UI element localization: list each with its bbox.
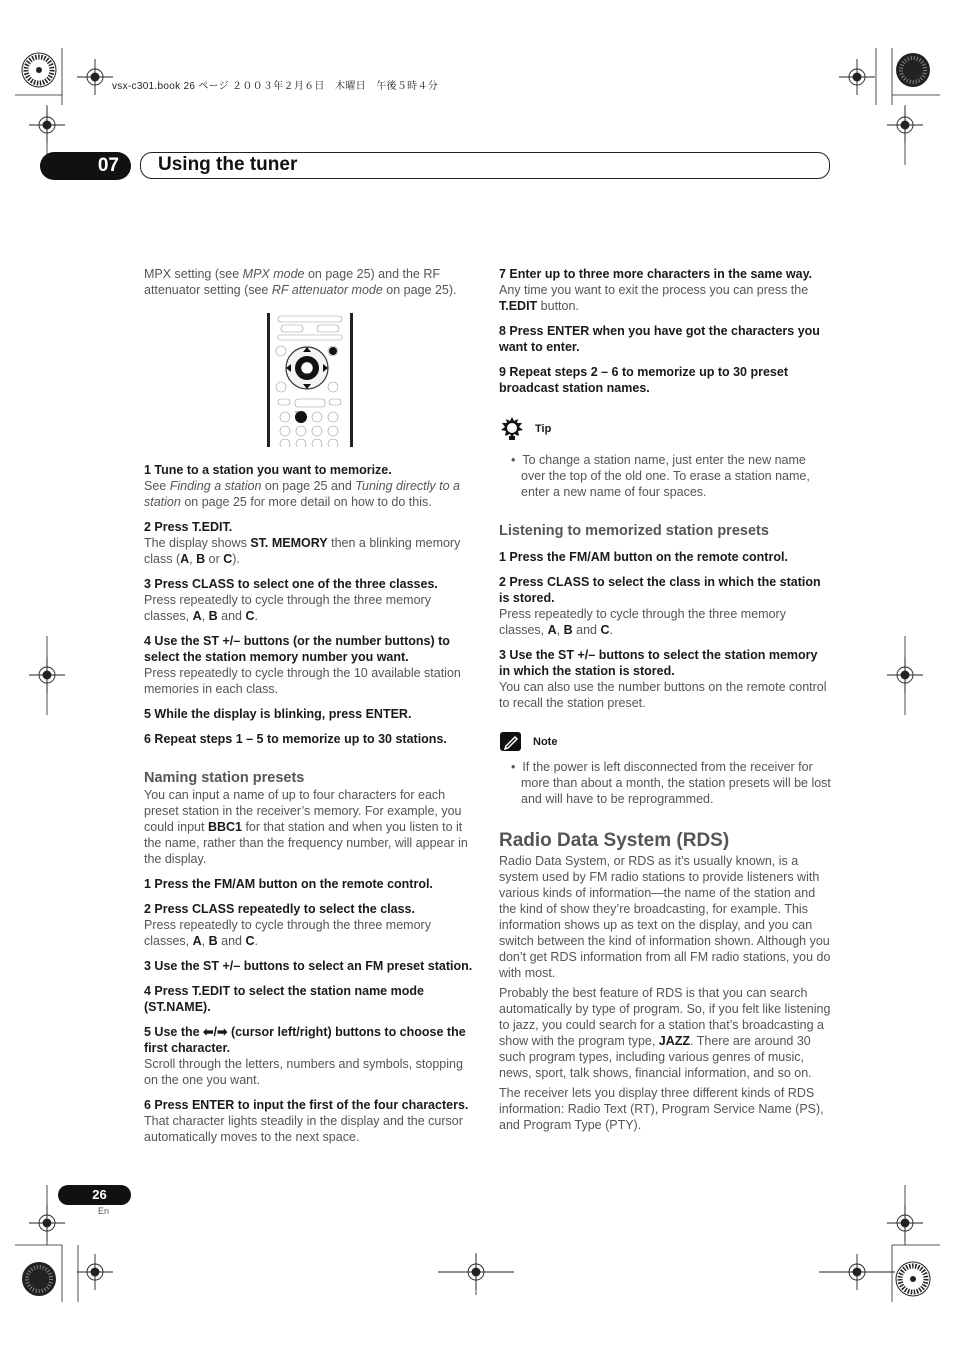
remote-enter-label: ENTER (299, 372, 310, 376)
print-file-line: vsx-c301.book 26 ページ ２００３年２月６日 木曜日 午後５時４分 (112, 81, 439, 92)
naming-step-1-title: 1 Press the FM/AM button on the remote control. (144, 877, 433, 891)
left-column (144, 266, 476, 1145)
chapter-title: Using the tuner (158, 154, 298, 175)
tip-bullet: • To change a station name, just enter the new name over the top of the old one. To erase a station name, enter a new name of four spaces. (511, 453, 810, 499)
naming-step-8-title: 8 Press ENTER when you have got the characters you want to enter. (499, 324, 820, 354)
page-language: En (98, 1206, 110, 1216)
rds-paragraph-3: The receiver lets you display three different kinds of RDS information: Radio Text (RT), Program Service Name (PS), and Program Type (PTY). (499, 1086, 824, 1132)
step-1-body: See Finding a station on page 25 and Tuning directly to a station on page 25 for more detail on how to do this. (144, 479, 460, 509)
step-3-body: Press repeatedly to cycle through the three memory classes, A, B and C. (144, 593, 431, 623)
listening-heading: Listening to memorized station presets (499, 523, 769, 539)
remote-control-illustration (267, 313, 353, 447)
naming-step-3-title: 3 Use the ST +/– buttons to select an FM preset station. (144, 959, 473, 973)
step-2-title: 2 Press T.EDIT. (144, 520, 233, 534)
naming-step-4-title: 4 Press T.EDIT to select the station name mode (ST.NAME). (144, 984, 424, 1014)
remote-class-label: CLASS (295, 410, 305, 414)
note-header (499, 731, 831, 753)
note-label: Note (533, 736, 558, 748)
listening-step-3-title: 3 Use the ST +/– buttons to select the station memory in which the station is stored. (499, 648, 818, 678)
note-bullet: • If the power is left disconnected from the receiver for more than about a month, the station presets will be lost and will have to be reprogrammed. (511, 760, 831, 806)
naming-step-2-title: 2 Press CLASS repeatedly to select the class. (144, 902, 415, 916)
right-column (499, 266, 831, 1133)
remote-control-icon (267, 313, 353, 447)
pencil-note-icon (499, 731, 523, 753)
naming-step-9-title: 9 Repeat steps 2 – 6 to memorize up to 30 preset broadcast station names. (499, 365, 788, 395)
step-2-body: The display shows ST. MEMORY then a blinking memory class (A, B or C). (144, 536, 461, 566)
naming-step-6-title: 6 Press ENTER to input the first of the four characters. (144, 1098, 469, 1112)
page-number-badge: 26 (58, 1185, 131, 1205)
naming-step-6-body: That character lights steadily in the display and the cursor automatically moves to the next space. (144, 1114, 463, 1144)
naming-heading: Naming station presets (144, 770, 305, 786)
step-1-title: 1 Tune to a station you want to memorize. (144, 463, 392, 477)
naming-step-5-body: Scroll through the letters, numbers and symbols, stopping on the one you want. (144, 1057, 463, 1087)
tip-label: Tip (535, 423, 552, 435)
listening-step-1-title: 1 Press the FM/AM button on the remote control. (499, 550, 788, 564)
naming-step-2-body: Press repeatedly to cycle through the three memory classes, A, B and C. (144, 918, 431, 948)
step-4-body: Press repeatedly to cycle through the 10 available station memories in each class. (144, 666, 461, 696)
naming-body: You can input a name of up to four characters for each preset station in the receiver’s memory. For example, you could input BBC1 for that station and when you listen to it the name, rather than the frequency number, will appear in the display. (144, 788, 468, 866)
listening-step-2-body: Press repeatedly to cycle through the three memory classes, A, B and C. (499, 607, 786, 637)
step-3-title: 3 Press CLASS to select one of the three classes. (144, 577, 438, 591)
listening-step-3-body: You can also use the number buttons on the remote control to recall the station preset. (499, 680, 827, 710)
step-4-title: 4 Use the ST +/– buttons (or the number buttons) to select the station memory number you want. (144, 634, 450, 664)
step-5-title: 5 While the display is blinking, press ENTER. (144, 707, 412, 721)
naming-step-7-body: Any time you want to exit the process you can press the T.EDIT button. (499, 283, 809, 313)
rds-paragraph-2: Probably the best feature of RDS is that you can search automatically by type of program. So, if you felt like listening to jazz, you could search for a station that’s broadcasting a show with the program type, JAZZ. There are around 30 such program types, including various genres of music, news, sport, talk shows, financial information, and so on. (499, 986, 831, 1080)
naming-step-7-title: 7 Enter up to three more characters in the same way. (499, 267, 813, 281)
tip-header (499, 416, 831, 442)
lightbulb-icon (499, 416, 525, 442)
rds-heading: Radio Data System (RDS) (499, 830, 730, 851)
step-6-title: 6 Repeat steps 1 – 5 to memorize up to 30 stations. (144, 732, 447, 746)
naming-step-5-title: 5 Use the ⬅/➡ (cursor left/right) buttons to choose the first character. (144, 1025, 466, 1055)
intro-paragraph: MPX setting (see MPX mode on page 25) and the RF attenuator setting (see RF attenuator mode on page 25). (144, 267, 457, 297)
rds-paragraph-1: Radio Data System, or RDS as it’s usually known, is a system used by FM radio stations to provide listeners with various kinds of information—the name of the station and the kind of show they’re broadcasting, for example. This information shows up as text on the display, and you can switch between the kind of information shown. Although you don’t get RDS information from all FM radio stations, you do with most. (499, 854, 831, 980)
listening-step-2-title: 2 Press CLASS to select the class in which the station is stored. (499, 575, 821, 605)
chapter-number-badge: 07 (40, 152, 131, 180)
